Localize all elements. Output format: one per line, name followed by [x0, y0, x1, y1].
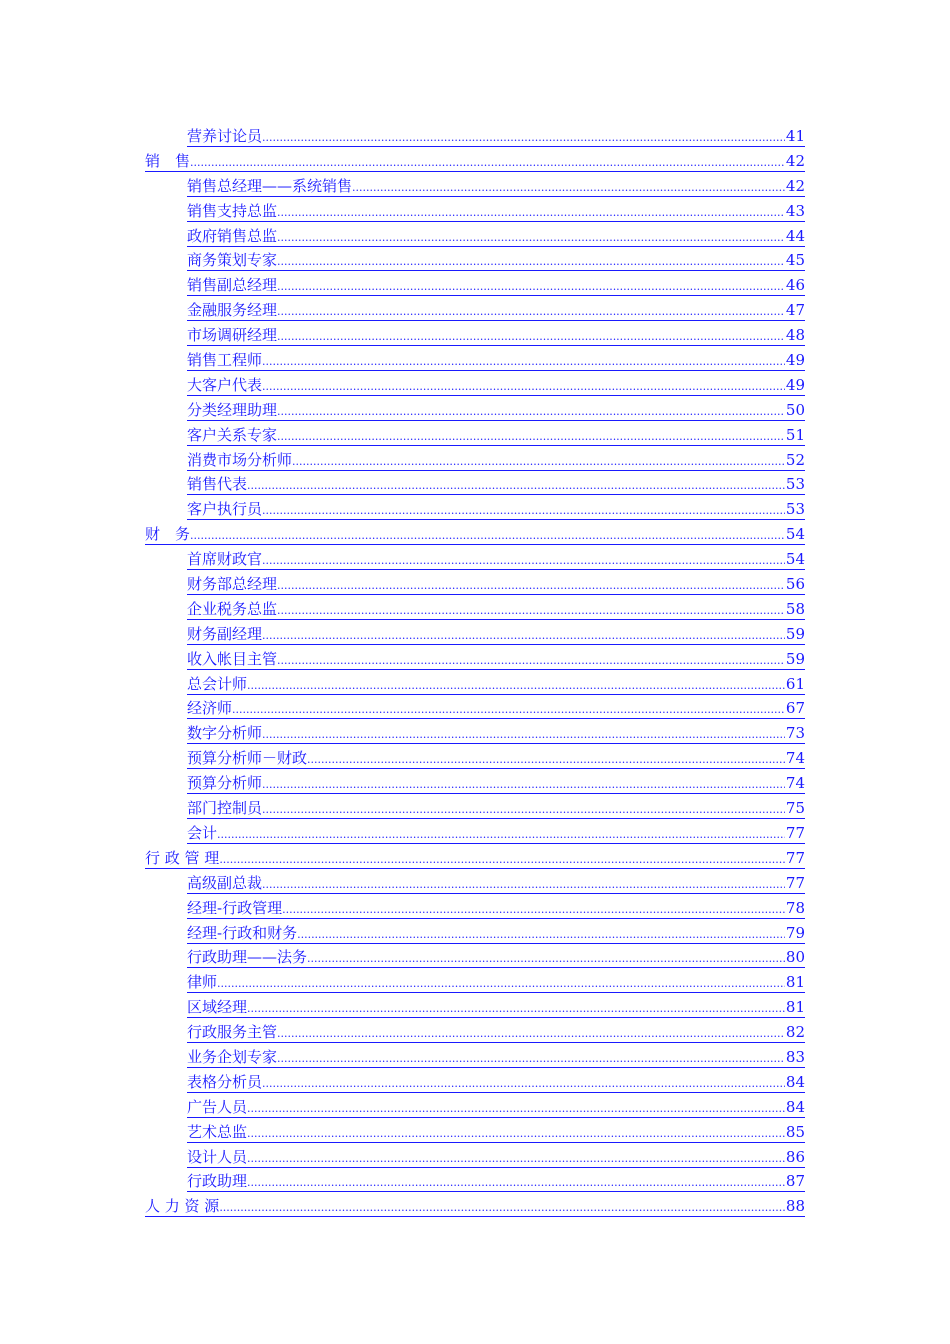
- toc-section-row: [0, 1194, 950, 1219]
- toc-entry-title: 设计人员: [187, 1147, 248, 1166]
- toc-section-row: [0, 149, 950, 174]
- toc-entry-link[interactable]: [187, 674, 805, 695]
- toc-page-number: 67: [785, 699, 805, 718]
- toc-page-number: 73: [785, 724, 805, 743]
- toc-entry-row: [0, 1070, 950, 1095]
- toc-entry-row: [0, 1169, 950, 1194]
- toc-entry-title: 经理-行政管理: [187, 898, 283, 917]
- toc-entry-link[interactable]: [187, 1122, 805, 1143]
- toc-entry-title: 行政助理: [187, 1172, 248, 1191]
- toc-entry-link[interactable]: [187, 1072, 805, 1093]
- toc-dot-leader: [307, 750, 785, 770]
- toc-entry-link[interactable]: [187, 947, 805, 968]
- toc-entry-link[interactable]: [187, 972, 805, 993]
- toc-entry-row: [0, 248, 950, 273]
- toc-section-link[interactable]: [145, 524, 805, 545]
- toc-dot-leader: [277, 1024, 785, 1044]
- toc-entry-link[interactable]: [187, 574, 805, 595]
- toc-entry-link[interactable]: [187, 723, 805, 744]
- toc-page-number: 41: [785, 127, 805, 145]
- toc-dot-leader: [217, 825, 785, 845]
- toc-entry-row: [0, 497, 950, 522]
- toc-page-number: 51: [785, 425, 805, 444]
- toc-entry-link[interactable]: [187, 698, 805, 719]
- toc-dot-leader: [262, 377, 785, 397]
- toc-entry-row: [0, 448, 950, 473]
- toc-dot-leader: [262, 725, 785, 745]
- toc-entry-link[interactable]: [187, 773, 805, 794]
- toc-entry-title: 经理-行政和财务: [187, 923, 298, 942]
- toc-entry-row: [0, 273, 950, 298]
- toc-dot-leader: [247, 1099, 785, 1119]
- toc-entry-row: [0, 398, 950, 423]
- toc-page-number: 43: [785, 201, 805, 220]
- toc-entry-link[interactable]: [187, 549, 805, 570]
- toc-entry-row: [0, 622, 950, 647]
- toc-dot-leader: [292, 452, 785, 472]
- toc-page-number: 53: [785, 475, 805, 494]
- toc-dot-leader: [277, 203, 785, 223]
- toc-page-number: 48: [785, 326, 805, 345]
- toc-entry-link[interactable]: [187, 425, 805, 446]
- toc-entry-title: 消费市场分析师: [187, 450, 293, 469]
- toc-dot-leader: [277, 601, 785, 621]
- toc-entry-link[interactable]: [187, 748, 805, 769]
- toc-entry-row: [0, 199, 950, 224]
- toc-entry-link[interactable]: [187, 1147, 805, 1168]
- toc-entry-title: 行政服务主管: [187, 1023, 278, 1042]
- toc-entry-row: [0, 896, 950, 921]
- toc-entry-title: 预算分析师: [187, 774, 263, 793]
- toc-dot-leader: [297, 925, 785, 945]
- toc-entry-link[interactable]: [187, 176, 805, 197]
- toc-dot-leader: [190, 526, 785, 546]
- toc-dot-leader: [262, 352, 785, 372]
- toc-entry-row: [0, 373, 950, 398]
- toc-dot-leader: [262, 501, 785, 521]
- toc-entry-link[interactable]: [187, 350, 805, 371]
- toc-page-number: 77: [785, 873, 805, 892]
- toc-entry-link[interactable]: [187, 873, 805, 894]
- toc-section-link[interactable]: [145, 151, 805, 172]
- toc-entry-title: 数字分析师: [187, 724, 263, 743]
- toc-entry-row: [0, 547, 950, 572]
- toc-dot-leader: [277, 651, 785, 671]
- toc-entry-title: 艺术总监: [187, 1122, 248, 1141]
- toc-entry-row: [0, 423, 950, 448]
- toc-entry-link[interactable]: [187, 300, 805, 321]
- toc-dot-leader: [232, 700, 785, 720]
- toc-page-number: 61: [785, 674, 805, 693]
- toc-page-number: 52: [785, 450, 805, 469]
- toc-page-number: 54: [785, 525, 805, 544]
- toc-entry-title: 销售副总经理: [187, 276, 278, 295]
- toc-dot-leader: [262, 128, 785, 148]
- toc-entry-row: [0, 124, 950, 149]
- toc-entry-row: [0, 1120, 950, 1145]
- toc-page-number: 79: [785, 923, 805, 942]
- toc-entry-row: [0, 696, 950, 721]
- toc-dot-leader: [247, 676, 785, 696]
- toc-entry-link[interactable]: [187, 499, 805, 520]
- toc-dot-leader: [219, 850, 785, 870]
- toc-entry-title: 会计: [187, 823, 218, 842]
- toc-entry-title: 经济师: [187, 699, 233, 718]
- toc-dot-leader: [277, 277, 785, 297]
- toc-entry-title: 表格分析员: [187, 1072, 263, 1091]
- toc-dot-leader: [217, 974, 785, 994]
- toc-entry-title: 广告人员: [187, 1097, 248, 1116]
- toc-page-number: 59: [785, 649, 805, 668]
- toc-entry-row: [0, 796, 950, 821]
- toc-dot-leader: [277, 252, 785, 272]
- toc-entry-link[interactable]: [187, 250, 805, 271]
- toc-entry-row: [0, 472, 950, 497]
- toc-entry-title: 预算分析师－财政: [187, 749, 308, 768]
- toc-entry-link[interactable]: [187, 823, 805, 844]
- toc-entry-title: 财务部总经理: [187, 575, 278, 594]
- toc-entry-row: [0, 348, 950, 373]
- toc-section-row: [0, 846, 950, 871]
- toc-entry-row: [0, 572, 950, 597]
- toc-entry-link[interactable]: [187, 1097, 805, 1118]
- toc-entry-row: [0, 597, 950, 622]
- toc-entry-title: 销 售: [145, 151, 191, 170]
- toc-dot-leader: [190, 153, 785, 173]
- toc-entry-title: 销售代表: [187, 475, 248, 494]
- toc-entry-title: 律师: [187, 973, 218, 992]
- toc-entry-title: 营养讨论员: [187, 127, 263, 145]
- toc-page-number: 45: [785, 251, 805, 270]
- toc-entry-row: [0, 1045, 950, 1070]
- toc-entry-row: [0, 945, 950, 970]
- toc-entry-row: [0, 721, 950, 746]
- toc-dot-leader: [219, 1198, 785, 1218]
- toc-dot-leader: [277, 402, 785, 422]
- toc-entry-title: 收入帐目主管: [187, 649, 278, 668]
- toc-section-row: [0, 522, 950, 547]
- toc-section-link[interactable]: [145, 1196, 805, 1217]
- toc-entry-link[interactable]: [187, 1047, 805, 1068]
- toc-dot-leader: [277, 327, 785, 347]
- toc-section-link[interactable]: [145, 848, 805, 869]
- toc-page-number: 77: [785, 823, 805, 842]
- toc-entry-row: [0, 995, 950, 1020]
- toc-page-number: 83: [785, 1047, 805, 1066]
- toc-dot-leader: [247, 1124, 785, 1144]
- toc-dot-leader: [352, 178, 785, 198]
- toc-entry-row: [0, 174, 950, 199]
- toc-entry-link[interactable]: [187, 400, 805, 421]
- toc-entry-title: 行政助理——法务: [187, 948, 308, 967]
- toc-entry-title: 大客户代表: [187, 375, 263, 394]
- toc-page-number: 86: [785, 1147, 805, 1166]
- toc-entry-link[interactable]: [187, 275, 805, 296]
- toc-entry-row: [0, 970, 950, 995]
- toc-entry-title: 客户执行员: [187, 500, 263, 519]
- toc-dot-leader: [262, 875, 785, 895]
- toc-page-number: 75: [785, 799, 805, 818]
- toc-entry-title: 销售工程师: [187, 351, 263, 370]
- toc-entry-title: 财务副经理: [187, 624, 263, 643]
- toc-dot-leader: [247, 1173, 785, 1193]
- toc-entry-title: 政府销售总监: [187, 226, 278, 245]
- toc-entry-row: [0, 771, 950, 796]
- toc-entry-link[interactable]: [187, 126, 805, 147]
- toc-page-number: 84: [785, 1072, 805, 1091]
- toc-page-number: 44: [785, 226, 805, 245]
- toc-page-number: 78: [785, 898, 805, 917]
- toc-entry-link[interactable]: [187, 474, 805, 495]
- toc-entry-title: 分类经理助理: [187, 400, 278, 419]
- toc-entry-link[interactable]: [187, 798, 805, 819]
- toc-page-number: 80: [785, 948, 805, 967]
- toc-dot-leader: [307, 949, 785, 969]
- toc-entry-link[interactable]: [187, 375, 805, 396]
- toc-page-number: 47: [785, 301, 805, 320]
- toc-dot-leader: [262, 551, 785, 571]
- toc-page-number: 58: [785, 599, 805, 618]
- toc-entry-link[interactable]: [187, 599, 805, 620]
- toc-entry-link[interactable]: [187, 1022, 805, 1043]
- toc-entry-title: 销售支持总监: [187, 201, 278, 220]
- toc-entry-title: 行 政 管 理: [145, 848, 220, 867]
- toc-entry-link[interactable]: [187, 450, 805, 471]
- toc-dot-leader: [277, 576, 785, 596]
- toc-entry-link[interactable]: [187, 923, 805, 944]
- toc-entry-row: [0, 672, 950, 697]
- toc-page-number: 74: [785, 774, 805, 793]
- toc-entry-title: 区域经理: [187, 998, 248, 1017]
- toc-dot-leader: [282, 900, 785, 920]
- toc-entry-link[interactable]: [187, 649, 805, 670]
- toc-page-number: 53: [785, 500, 805, 519]
- toc-entry-title: 财 务: [145, 525, 191, 544]
- toc-page-number: 88: [785, 1197, 805, 1216]
- toc-entry-link[interactable]: [187, 898, 805, 919]
- toc-dot-leader: [247, 999, 785, 1019]
- toc-entry-title: 市场调研经理: [187, 326, 278, 345]
- toc-entry-link[interactable]: [187, 997, 805, 1018]
- toc-dot-leader: [247, 476, 785, 496]
- toc-page-number: 42: [785, 151, 805, 170]
- toc-entry-link[interactable]: [187, 624, 805, 645]
- toc-entry-row: [0, 921, 950, 946]
- toc-dot-leader: [277, 1049, 785, 1069]
- toc-entry-row: [0, 746, 950, 771]
- toc-entry-row: [0, 323, 950, 348]
- toc-dot-leader: [262, 626, 785, 646]
- toc-page-number: 84: [785, 1097, 805, 1116]
- toc-dot-leader: [262, 1074, 785, 1094]
- toc-entry-title: 部门控制员: [187, 799, 263, 818]
- toc-dot-leader: [277, 228, 785, 248]
- toc-entry-link[interactable]: [187, 1171, 805, 1192]
- toc-page-number: 54: [785, 550, 805, 569]
- toc-dot-leader: [277, 302, 785, 322]
- toc-entry-title: 销售总经理——系统销售: [187, 176, 353, 195]
- toc-entry-title: 总会计师: [187, 674, 248, 693]
- toc-entry-title: 客户关系专家: [187, 425, 278, 444]
- toc-page-number: 81: [785, 973, 805, 992]
- toc-page-number: 49: [785, 375, 805, 394]
- toc-page-number: 81: [785, 998, 805, 1017]
- toc-entry-title: 人 力 资 源: [145, 1197, 220, 1216]
- toc-entry-link[interactable]: [187, 201, 805, 222]
- toc-dot-leader: [262, 775, 785, 795]
- toc-page-number: 46: [785, 276, 805, 295]
- toc-page-number: 82: [785, 1023, 805, 1042]
- toc-dot-leader: [277, 427, 785, 447]
- toc-page-number: 85: [785, 1122, 805, 1141]
- toc-page-number: 42: [785, 176, 805, 195]
- toc-entry-row: [0, 821, 950, 846]
- toc-entry-link[interactable]: [187, 226, 805, 247]
- toc-page-number: 50: [785, 400, 805, 419]
- toc-entry-row: [0, 1145, 950, 1170]
- toc-entry-row: [0, 871, 950, 896]
- toc-page-number: 59: [785, 624, 805, 643]
- toc-entry-row: [0, 647, 950, 672]
- toc-entry-title: 金融服务经理: [187, 301, 278, 320]
- toc-entry-title: 高级副总裁: [187, 873, 263, 892]
- toc-entry-title: 企业税务总监: [187, 599, 278, 618]
- toc-dot-leader: [247, 1149, 785, 1169]
- toc-entry-title: 首席财政官: [187, 550, 263, 569]
- toc-page-number: 87: [785, 1172, 805, 1191]
- toc-entry-row: [0, 1020, 950, 1045]
- toc-entry-row: [0, 1095, 950, 1120]
- toc-entry-title: 商务策划专家: [187, 251, 278, 270]
- toc-entry-row: [0, 298, 950, 323]
- toc-entry-row: [0, 224, 950, 249]
- toc-page-number: 74: [785, 749, 805, 768]
- toc-entry-title: 业务企划专家: [187, 1047, 278, 1066]
- toc-page-number: 49: [785, 351, 805, 370]
- toc-page-number: 77: [785, 848, 805, 867]
- toc-page-number: 56: [785, 575, 805, 594]
- table-of-contents: [0, 124, 950, 1219]
- toc-entry-link[interactable]: [187, 325, 805, 346]
- toc-dot-leader: [262, 800, 785, 820]
